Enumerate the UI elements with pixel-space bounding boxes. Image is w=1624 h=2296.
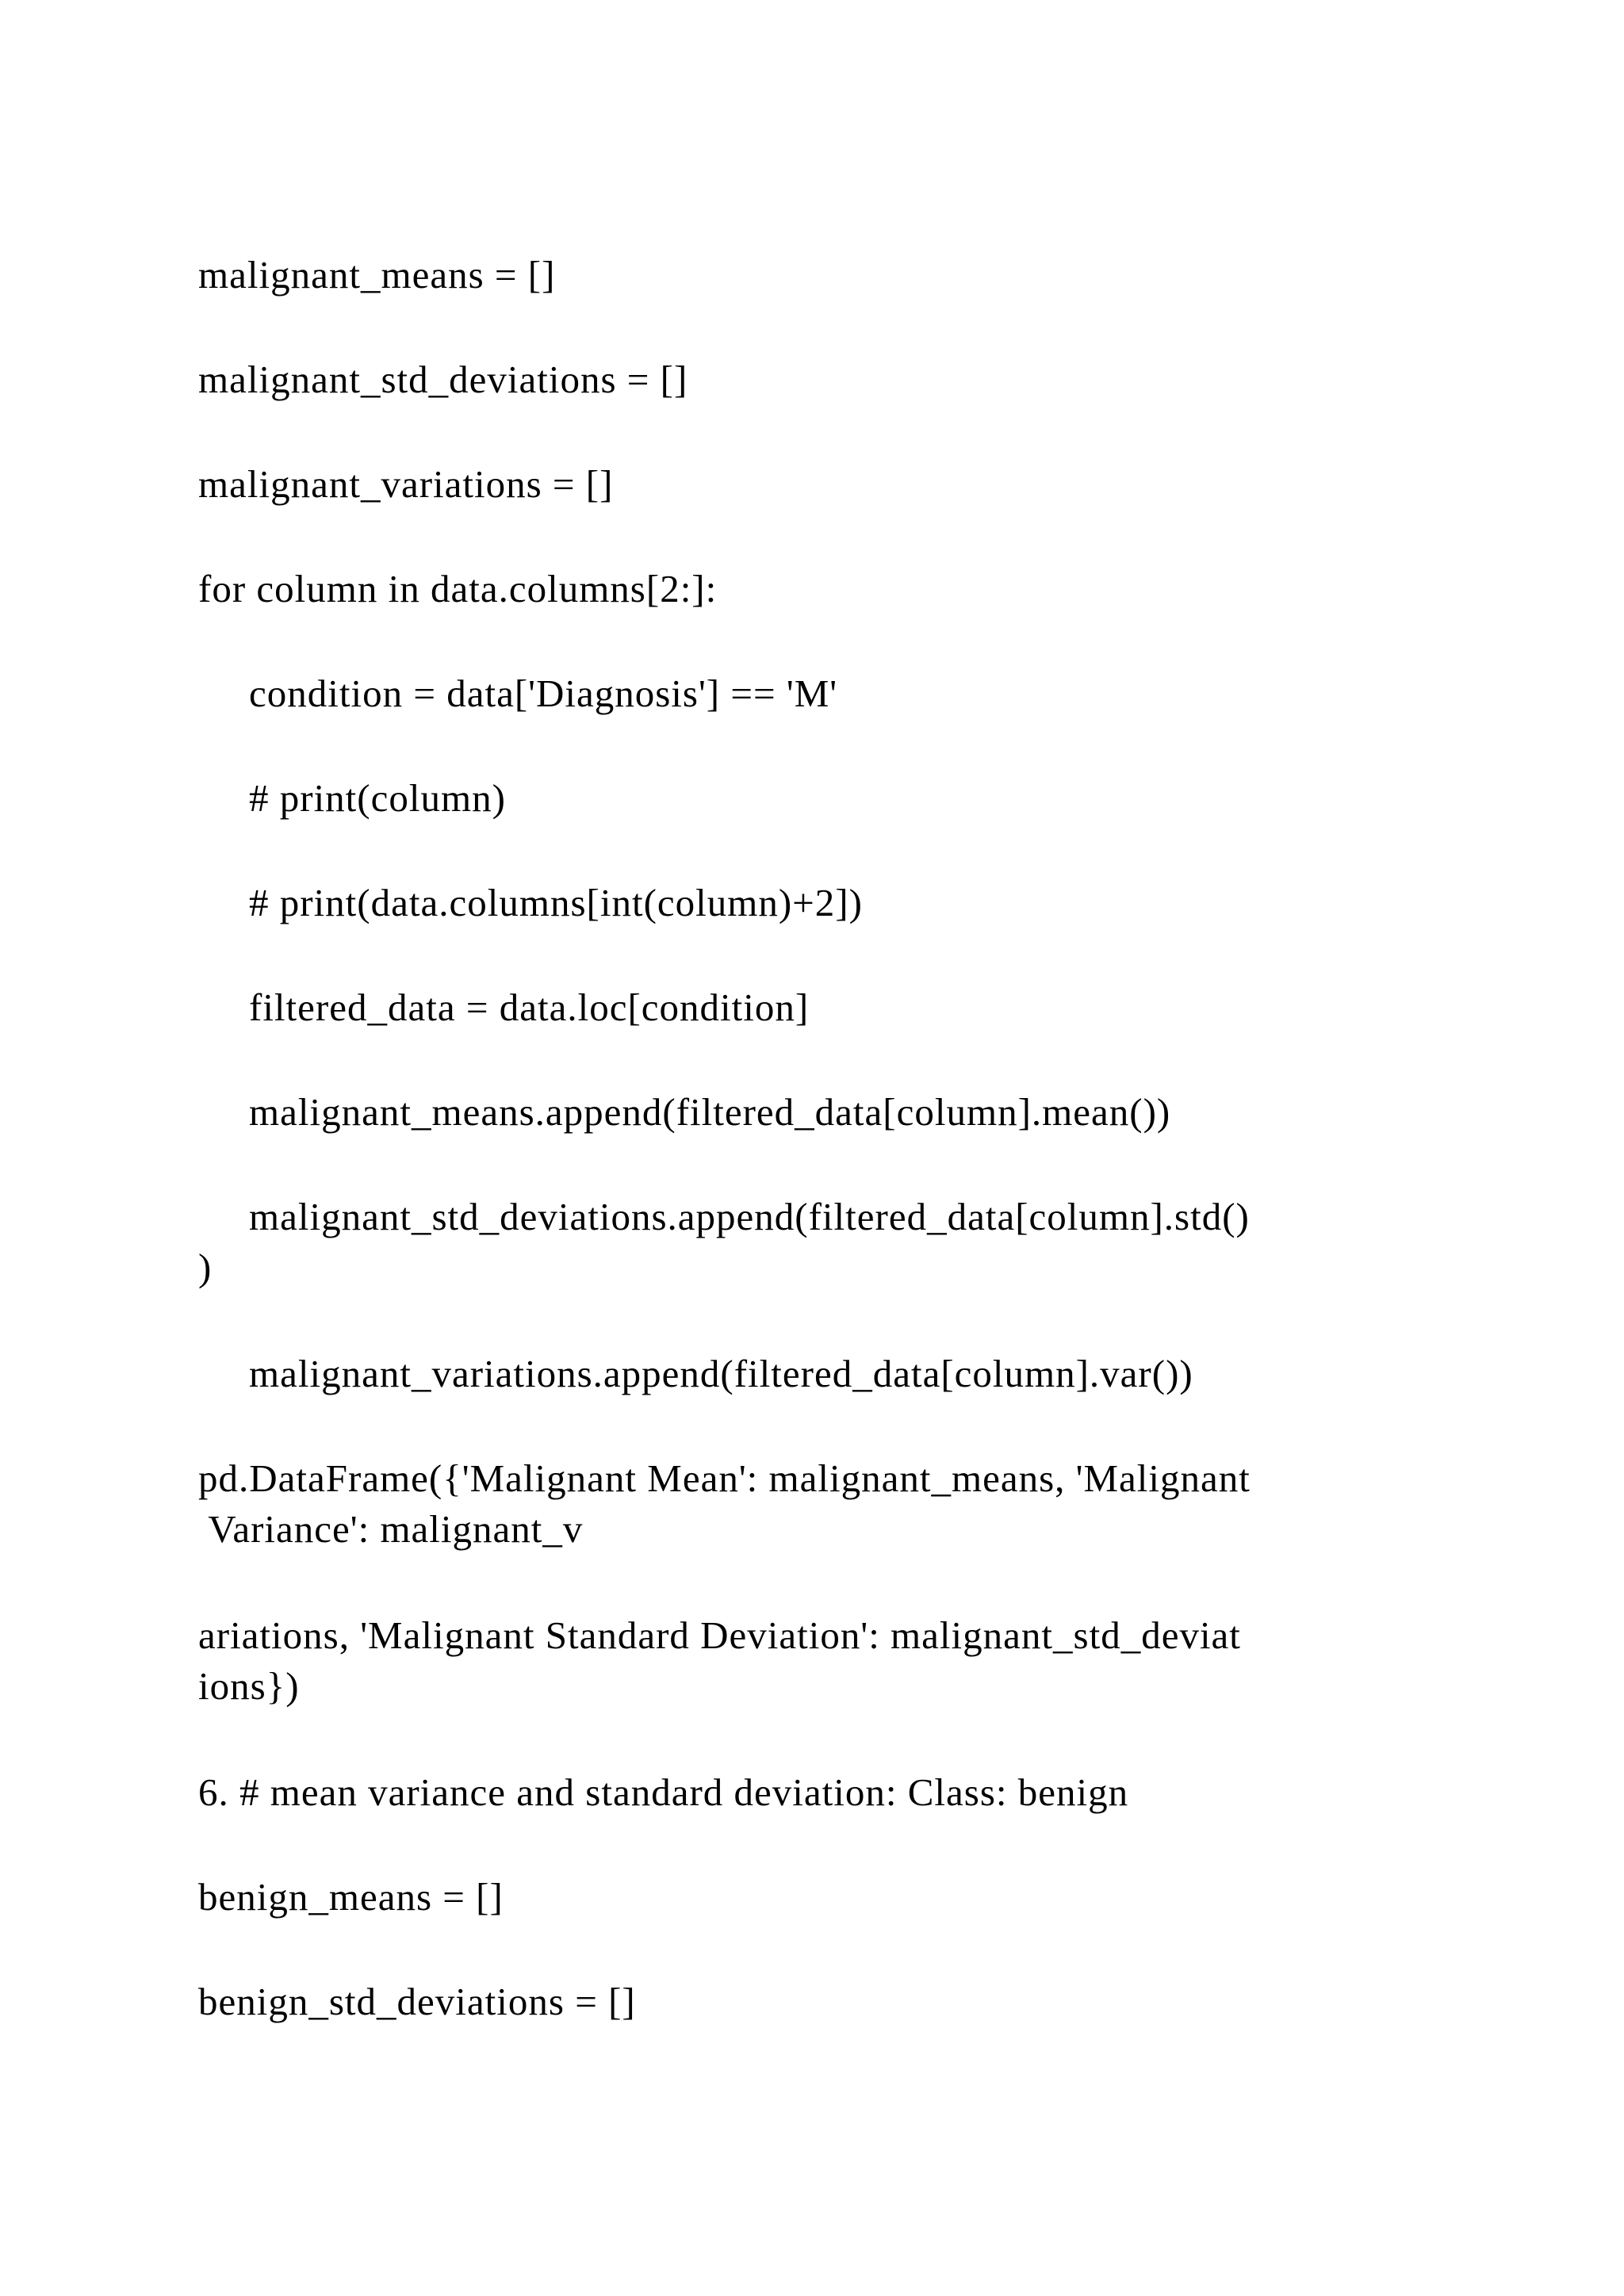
code-line: malignant_variations = []	[198, 462, 614, 506]
code-line: malignant_variations.append(filtered_data[column].var())	[249, 1352, 1193, 1395]
code-line: # print(column)	[249, 776, 506, 820]
code-line: benign_means = []	[198, 1875, 504, 1919]
code-line: for column in data.columns[2:]:	[198, 567, 718, 610]
code-line: 6. # mean variance and standard deviation: Class: benign	[198, 1770, 1129, 1814]
code-line: malignant_means = []	[198, 253, 556, 297]
code-line: pd.DataFrame({'Malignant Mean': malignant_means, 'Malignant	[198, 1456, 1251, 1500]
code-line: ariations, 'Malignant Standard Deviation': malignant_std_deviat	[198, 1613, 1241, 1657]
code-line: malignant_std_deviations = []	[198, 358, 688, 401]
code-line: benign_std_deviations = []	[198, 1980, 636, 2023]
code-line: # print(data.columns[int(column)+2])	[249, 881, 863, 924]
code-line: Variance': malignant_v	[198, 1507, 584, 1551]
code-line: malignant_std_deviations.append(filtered_data[column].std()	[249, 1195, 1250, 1238]
code-line: )	[198, 1246, 213, 1289]
code-line: malignant_means.append(filtered_data[column].mean())	[249, 1090, 1171, 1134]
code-line: filtered_data = data.loc[condition]	[249, 985, 810, 1029]
code-line: ions})	[198, 1664, 300, 1708]
code-line: condition = data['Diagnosis'] == 'M'	[249, 672, 838, 715]
